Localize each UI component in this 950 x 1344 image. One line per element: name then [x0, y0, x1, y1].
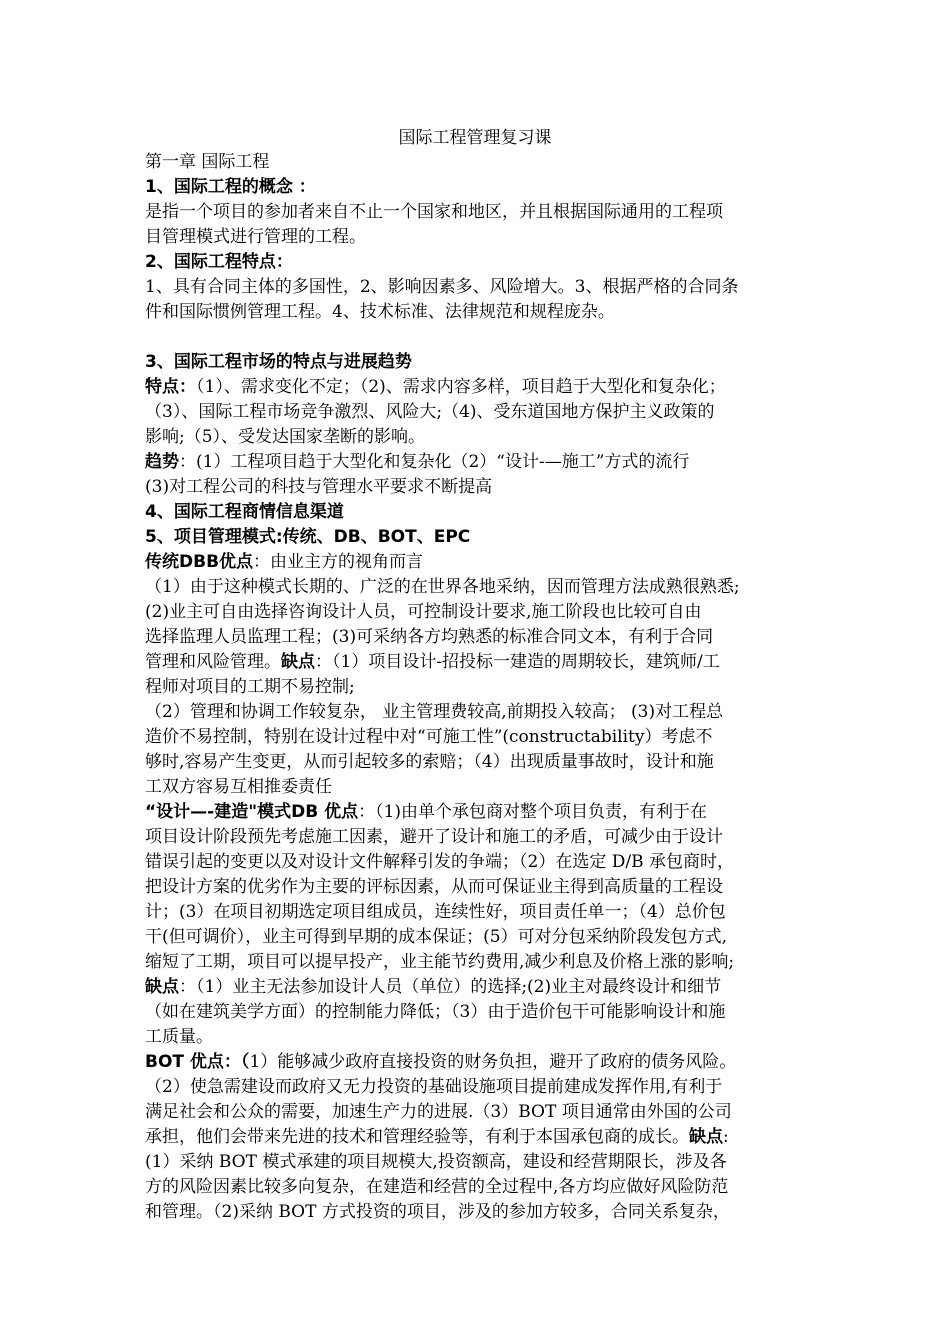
text-segment: ：（1）项目设计-招投标一建造的周期较长，建筑师/工 [315, 652, 720, 672]
text-line [145, 750, 714, 774]
text-line [145, 600, 701, 624]
text-line [145, 1025, 213, 1049]
text-line [145, 525, 470, 549]
text-line [145, 650, 720, 674]
text-segment: : [723, 1127, 729, 1147]
text-line [145, 225, 366, 249]
text-line [145, 550, 423, 574]
text-segment: 和管理。（2)采纳 BOT 方式投资的项目，涉及的参加方较多，合同关系复杂， [145, 1202, 730, 1222]
text-segment: 方的风险因素比较多向复杂，在建造和经营的全过程中,各方均应做好风险防范 [145, 1177, 729, 1197]
text-segment: 1、具有合同主体的多国性，2、影响因素多、风险增大。3、根据严格的合同条 [145, 277, 739, 297]
text-segment: 第一章 国际工程 [145, 152, 270, 172]
text-line [145, 775, 332, 799]
text-segment: （2）管理和协调工作较复杂， 业主管理费较高,前期投入较高； (3)对工程总 [145, 702, 724, 722]
text-line [145, 450, 689, 474]
text-line [145, 1200, 730, 1224]
text-line [145, 825, 723, 849]
text-segment: 选择监理人员监理工程；(3)可采纳各方均熟悉的标准合同文本，有利于合同 [145, 627, 714, 647]
text-line [145, 625, 713, 649]
bold-text-segment: 特点： [145, 377, 196, 397]
bold-text-segment: 缺点 [145, 977, 179, 997]
text-segment: ：（1)由单个承包商对整个项目负责，有利于在 [358, 802, 708, 822]
bold-text-segment: BOT 优点：（ [145, 1052, 250, 1072]
text-line [145, 575, 740, 599]
document-title: 国际工程管理复习课 [398, 128, 552, 148]
text-segment: 影响;（5）、受发达国家垄断的影响。 [145, 427, 426, 447]
text-line [145, 975, 721, 999]
text-segment: ：由业主方的视角而言 [253, 552, 424, 572]
text-line [145, 500, 344, 524]
bold-text-segment: 2、国际工程特点： [145, 252, 293, 272]
text-line [145, 1050, 736, 1074]
text-line [145, 250, 293, 274]
text-segment: 1）能够减少政府直接投资的财务负担，避开了政府的债务风险。 [249, 1052, 737, 1072]
bold-text-segment: 4、国际工程商情信息渠道 [145, 502, 344, 522]
text-segment: （3）、国际工程市场竞争激烈、风险大;（4)、受东道国地方保护主义政策的 [145, 402, 715, 422]
text-line [145, 475, 492, 499]
text-line [145, 150, 269, 174]
bold-text-segment: 1、国际工程的概念 ： [145, 177, 316, 197]
text-segment: 目管理模式进行管理的工程。 [145, 227, 366, 247]
bold-text-segment: 传统DBB优点 [145, 552, 254, 572]
text-segment: 计；(3）在项目初期选定项目组成员，连续性好，项目责任单一；（4）总价包 [145, 902, 726, 922]
text-line [145, 400, 715, 424]
text-line [145, 950, 734, 974]
text-segment: 造价不易控制，特别在设计过程中对“可施工性”(constructability）考虑不 [145, 727, 713, 747]
text-segment: 程师对项目的工期不易控制; [145, 677, 355, 697]
bold-text-segment: 缺点 [281, 652, 315, 672]
text-segment: 是指一个项目的参加者来自不止一个国家和地区，并且根据国际通用的工程项 [145, 202, 723, 222]
text-line [145, 675, 355, 699]
text-line [145, 925, 727, 949]
bold-text-segment: 缺点 [689, 1127, 723, 1147]
text-segment: 承担，他们会带来先进的技术和管理经验等，有利于本国承包商的成长。 [145, 1127, 689, 1147]
text-line [145, 200, 723, 224]
text-segment: 缩短了工期，项目可以提早投产，业主能节约费用,减少利息及价格上涨的影响; [145, 952, 735, 972]
text-line [145, 1175, 728, 1199]
text-segment: (1）采纳 BOT 模式承建的项目规模大,投资额高，建设和经营期限长，涉及各 [145, 1152, 727, 1172]
text-segment: （1）由于这种模式长期的、广泛的在世界各地采纳，因而管理方法成熟很熟悉; [145, 577, 740, 597]
text-line [145, 1000, 725, 1024]
text-segment: （如在建筑美学方面）的控制能力降低；（3）由于造价包干可能影响设计和施 [145, 1002, 726, 1022]
text-segment: ：（1）业主无法参加设计人员（单位）的选择;(2)业主对最终设计和细节 [179, 977, 722, 997]
text-line [145, 425, 425, 449]
text-segment: 项目设计阶段预先考虑施工因素，避开了设计和施工的矛盾，可减少由于设计 [145, 827, 723, 847]
text-line [145, 1150, 727, 1174]
text-segment: 把设计方案的优劣作为主要的评标因素，从而可保证业主得到高质量的工程设 [145, 877, 723, 897]
text-segment: （2）使急需建设而政府又无力投资的基础设施项目提前建成发挥作用,有利于 [145, 1077, 723, 1097]
text-line [145, 175, 316, 199]
bold-text-segment: 5、项目管理模式:传统、DB、BOT、EPC [145, 527, 471, 547]
text-line [145, 1100, 732, 1124]
text-line [145, 1125, 729, 1149]
text-line [145, 725, 712, 749]
bold-text-segment: “设计—-建造"模式DB 优点 [145, 802, 359, 822]
text-segment: 满足社会和公众的需要，加速生产力的进展.（3）BOT 项目通常由外国的公司 [145, 1102, 732, 1122]
text-segment: 干(但可调价），业主可得到早期的成本保证；(5）可对分包采纳阶段发包方式, [145, 927, 727, 947]
text-segment: 错误引起的变更以及对设计文件解释引发的争端；（2）在选定 D/B 承包商时， [145, 852, 734, 872]
bold-text-segment: 趋势 [145, 452, 179, 472]
text-line [145, 375, 726, 399]
text-segment: 工质量。 [145, 1027, 213, 1047]
text-line [145, 900, 726, 924]
text-segment: （1）、需求变化不定；（2)、需求内容多样，项目趋于大型化和复杂化； [196, 377, 726, 397]
text-segment: 工双方容易互相推委责任 [145, 777, 332, 797]
text-segment: 管理和风险管理。 [145, 652, 281, 672]
text-segment: (2)业主可自由选择咨询设计人员，可控制设计要求,施工阶段也比较可自由 [145, 602, 702, 622]
text-line [145, 350, 412, 374]
text-line [145, 850, 734, 874]
text-segment: 够时,容易产生变更，从而引起较多的索赔；（4）出现质量事故时，设计和施 [145, 752, 714, 772]
text-segment: (3)对工程公司的科技与管理水平要求不断提高 [145, 477, 493, 497]
text-line [145, 800, 707, 824]
text-line [145, 300, 615, 324]
text-segment: 件和国际惯例管理工程。4、技术标准、法律规范和规程庞杂。 [145, 302, 615, 322]
text-line [145, 1075, 722, 1099]
text-line [145, 875, 723, 899]
bold-text-segment: 3、国际工程市场的特点与进展趋势 [145, 352, 412, 372]
text-line [145, 275, 738, 299]
text-line [145, 700, 723, 724]
text-segment: ：(1）工程项目趋于大型化和复杂化（2）“设计-—施工”方式的流行 [179, 452, 690, 472]
